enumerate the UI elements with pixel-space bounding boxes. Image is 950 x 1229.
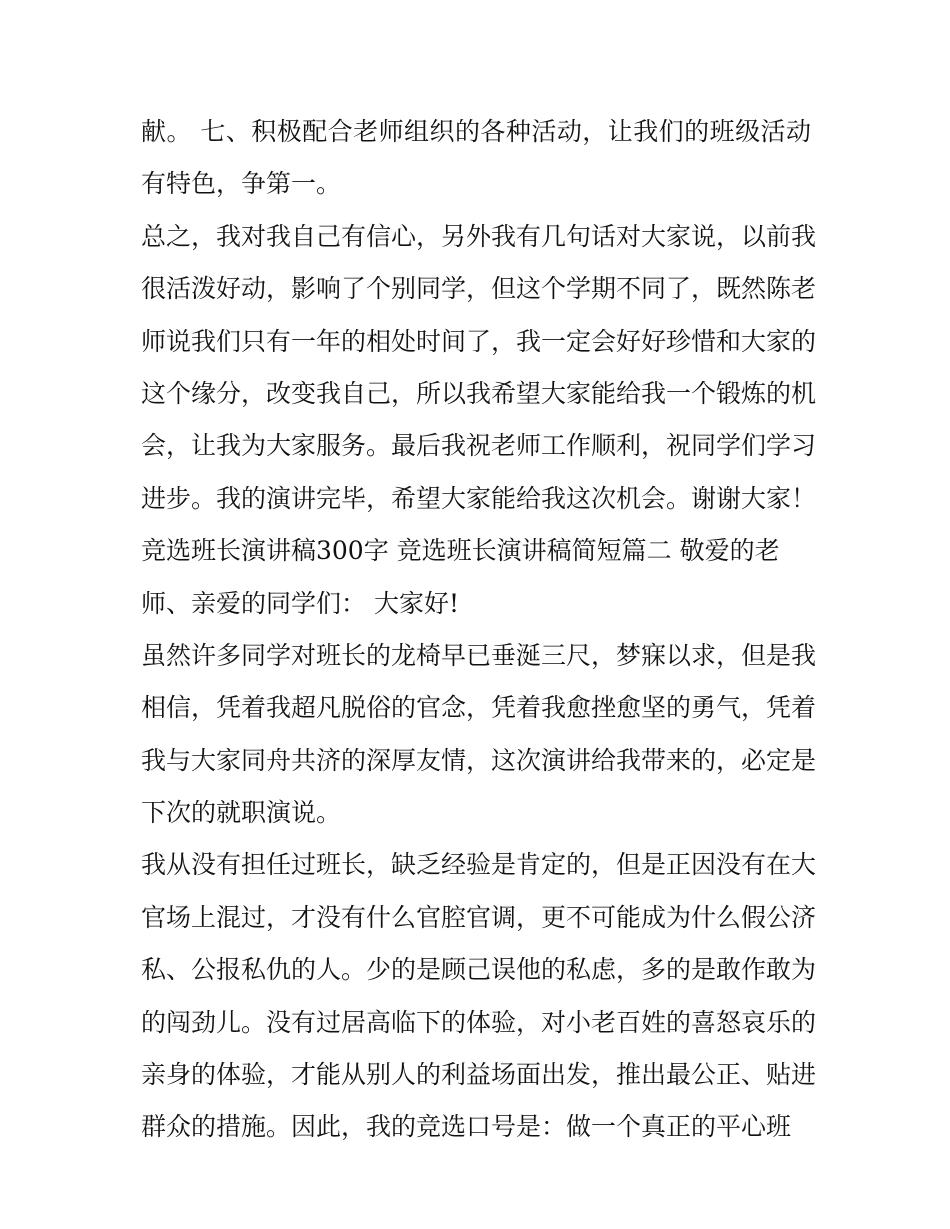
body-text: [141, 106, 821, 1154]
text-line: 这个缘分，改变我自己，所以我希望大家能给我一个锻炼的机: [141, 378, 817, 408]
text-line: 相信，凭着我超凡脱俗的官念，凭着我愈挫愈坚的勇气，凭着: [141, 693, 817, 723]
text-line: 的闯劲儿。没有过居高临下的体验，对小老百姓的喜怒哀乐的: [141, 1007, 817, 1037]
text-line: 有特色，争第一。: [141, 169, 342, 199]
text-line: 竞选班长演讲稿300字 竞选班长演讲稿简短篇二 敬爱的老: [141, 536, 780, 566]
text-line: 师说我们只有一年的相处时间了，我一定会好好珍惜和大家的: [141, 326, 817, 356]
text-line: 我从没有担任过班长，缺乏经验是肯定的，但是正因没有在大: [141, 850, 817, 880]
text-line: 师、亲爱的同学们： 大家好!: [141, 588, 459, 618]
text-line: 官场上混过，才没有什么官腔官调，更不可能成为什么假公济: [141, 902, 817, 932]
text-line: 虽然许多同学对班长的龙椅早已垂涎三尺，梦寐以求，但是我: [141, 640, 817, 670]
text-line: 我与大家同舟共济的深厚友情，这次演讲给我带来的，必定是: [141, 745, 817, 775]
text-line: 献。 七、积极配合老师组织的各种活动，让我们的班级活动: [141, 117, 811, 146]
text-line: 总之，我对我自己有信心，另外我有几句话对大家说，以前我: [141, 221, 817, 251]
text-line: 私、公报私仇的人。少的是顾己误他的私虑，多的是敢作敢为: [141, 955, 817, 985]
text-line: 进步。我的演讲完毕，希望大家能给我这次机会。谢谢大家！: [141, 483, 817, 513]
text-line: 很活泼好动，影响了个别同学，但这个学期不同了，既然陈老: [141, 274, 817, 304]
text-line: 亲身的体验，才能从别人的利益场面出发，推出最公正、贴进: [141, 1060, 817, 1090]
text-line: 群众的措施。因此，我的竞选口号是：做一个真正的平心班: [141, 1112, 792, 1142]
text-line: 下次的就职演说。: [141, 798, 342, 828]
text-line: 会，让我为大家服务。最后我祝老师工作顺利，祝同学们学习: [141, 431, 817, 461]
